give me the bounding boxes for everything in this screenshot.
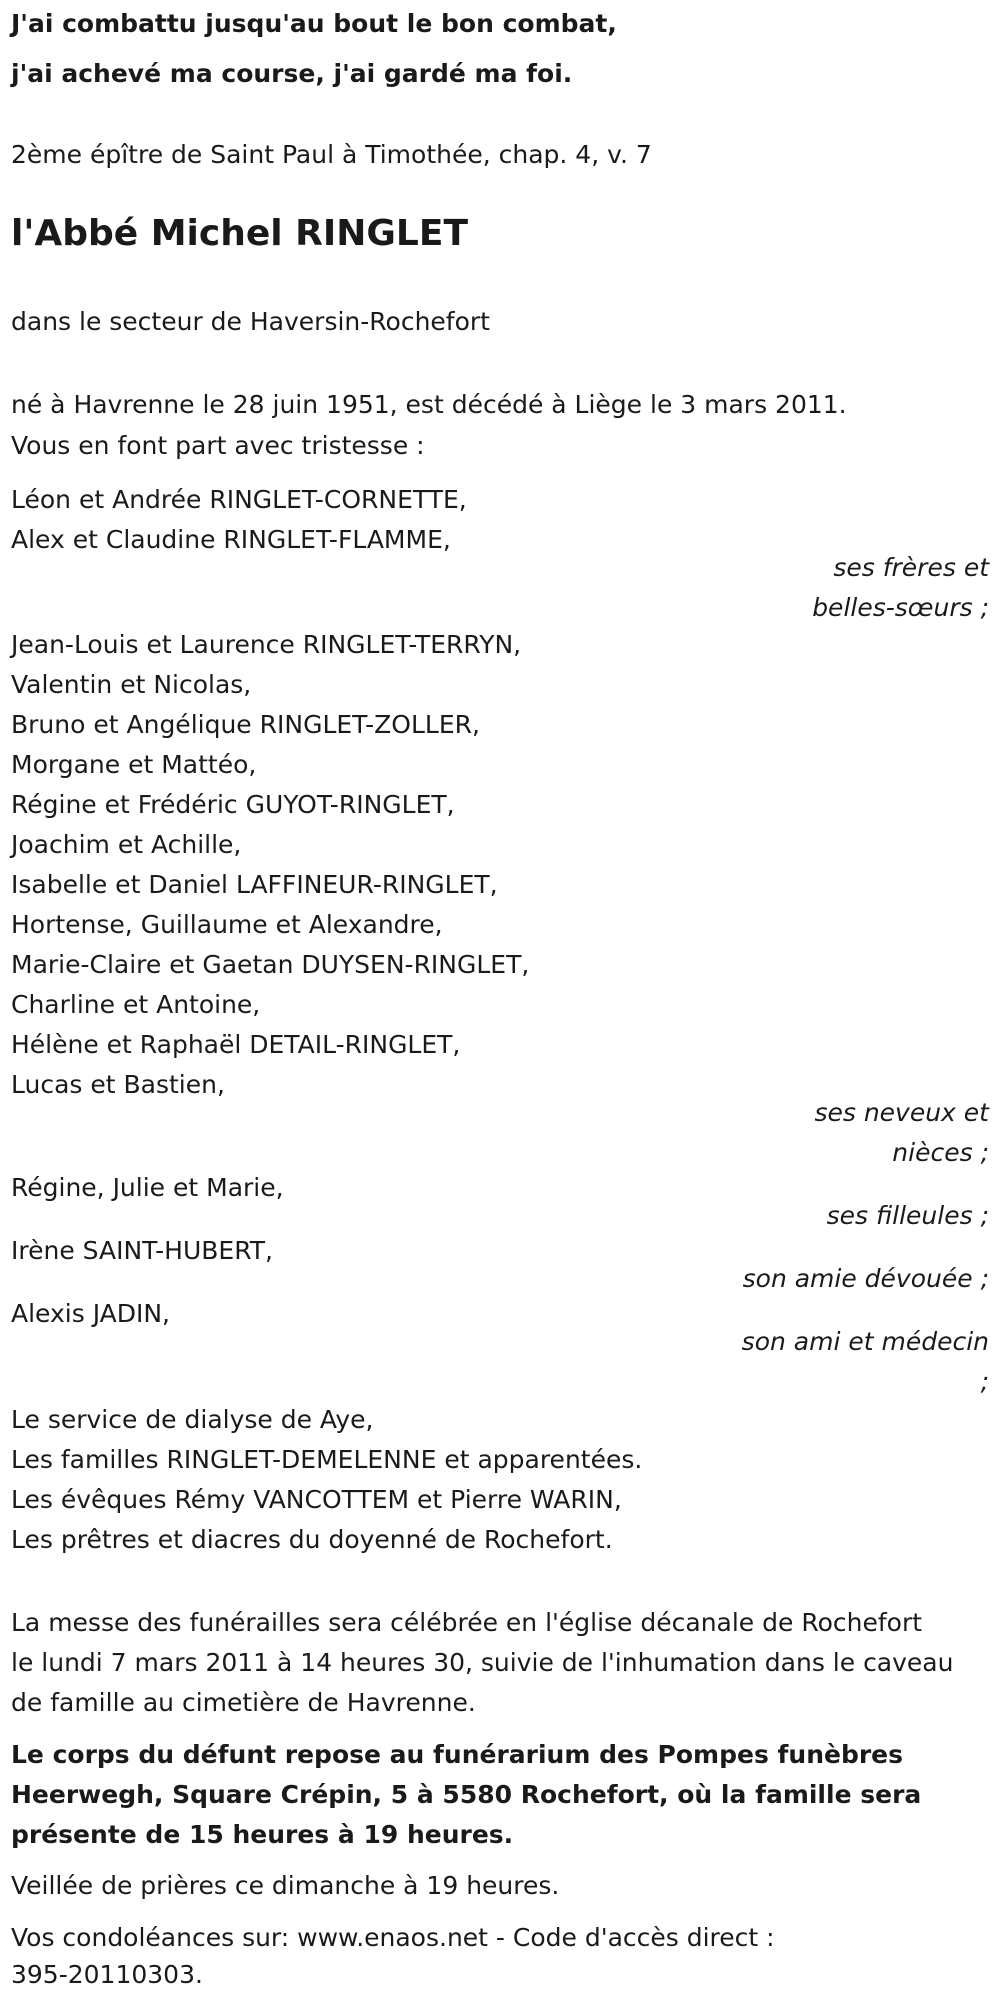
nephew-line: Jean-Louis et Laurence RINGLET-TERRYN, — [11, 630, 522, 659]
announcement-line: Vous en font part avec tristesse : — [11, 431, 425, 460]
nephews-role-line-2: nièces ; — [892, 1138, 989, 1167]
sector-line: dans le secteur de Haversin-Rochefort — [11, 307, 490, 336]
nephew-line: Valentin et Nicolas, — [11, 670, 252, 699]
nephew-line: Charline et Antoine, — [11, 990, 261, 1019]
nephew-line: Régine et Frédéric GUYOT-RINGLET, — [11, 790, 455, 819]
birth-death-line: né à Havrenne le 28 juin 1951, est décédé à Liège le 3 mars 2011. — [11, 390, 847, 419]
friend1-role: son amie dévouée ; — [742, 1264, 989, 1293]
nephew-line: Morgane et Mattéo, — [11, 750, 257, 779]
deceased-name-title: l'Abbé Michel RINGLET — [11, 213, 469, 254]
vigil-line: Veillée de prières ce dimanche à 19 heures. — [11, 1871, 560, 1900]
funerarium-line: Le corps du défunt repose au funérarium des Pompes funèbres — [11, 1740, 904, 1769]
nephew-line: Bruno et Angélique RINGLET-ZOLLER, — [11, 710, 480, 739]
nephew-line: Isabelle et Daniel LAFFINEUR-RINGLET, — [11, 870, 498, 899]
nephew-line: Hélène et Raphaël DETAIL-RINGLET, — [11, 1030, 461, 1059]
other-line: Les évêques Rémy VANCOTTEM et Pierre WARIN, — [11, 1485, 622, 1514]
sibling-line: Alex et Claudine RINGLET-FLAMME, — [11, 525, 451, 554]
other-line: Les prêtres et diacres du doyenné de Rochefort. — [11, 1525, 613, 1554]
epigraph-line-1: J'ai combattu jusqu'au bout le bon combat, — [11, 9, 617, 38]
friend2-role-line-1: son ami et médecin — [741, 1327, 989, 1356]
other-line: Les familles RINGLET-DEMELENNE et apparentées. — [11, 1445, 643, 1474]
nephew-line: Joachim et Achille, — [11, 830, 242, 859]
friend2-role-line-2: ; — [980, 1367, 989, 1396]
condolences-line: Vos condoléances sur: www.enaos.net - Code d'accès direct : — [11, 1923, 775, 1952]
condolences-line: 395-20110303. — [11, 1960, 203, 1989]
funerarium-line: présente de 15 heures à 19 heures. — [11, 1820, 514, 1849]
siblings-role-line-2: belles-sœurs ; — [812, 593, 989, 622]
goddaughters-role: ses filleules ; — [826, 1201, 989, 1230]
friend-line-1: Irène SAINT-HUBERT, — [11, 1236, 273, 1265]
epigraph-line-2: j'ai achevé ma course, j'ai gardé ma foi. — [11, 59, 573, 88]
nephew-line: Lucas et Bastien, — [11, 1070, 225, 1099]
epigraph-reference: 2ème épître de Saint Paul à Timothée, chap. 4, v. 7 — [11, 140, 652, 169]
other-line: Le service de dialyse de Aye, — [11, 1405, 374, 1434]
sibling-line: Léon et Andrée RINGLET-CORNETTE, — [11, 485, 467, 514]
funeral-line: de famille au cimetière de Havrenne. — [11, 1688, 476, 1717]
nephews-role-line-1: ses neveux et — [814, 1098, 989, 1127]
nephew-line: Hortense, Guillaume et Alexandre, — [11, 910, 443, 939]
funerarium-line: Heerwegh, Square Crépin, 5 à 5580 Rochefort, où la famille sera — [11, 1780, 922, 1809]
funeral-line: La messe des funérailles sera célébrée en l'église décanale de Rochefort — [11, 1608, 923, 1637]
friend-line-2: Alexis JADIN, — [11, 1299, 171, 1328]
goddaughters-line: Régine, Julie et Marie, — [11, 1173, 284, 1202]
funeral-line: le lundi 7 mars 2011 à 14 heures 30, suivie de l'inhumation dans le caveau — [11, 1648, 954, 1677]
nephew-line: Marie-Claire et Gaetan DUYSEN-RINGLET, — [11, 950, 530, 979]
siblings-role-line-1: ses frères et — [833, 553, 989, 582]
